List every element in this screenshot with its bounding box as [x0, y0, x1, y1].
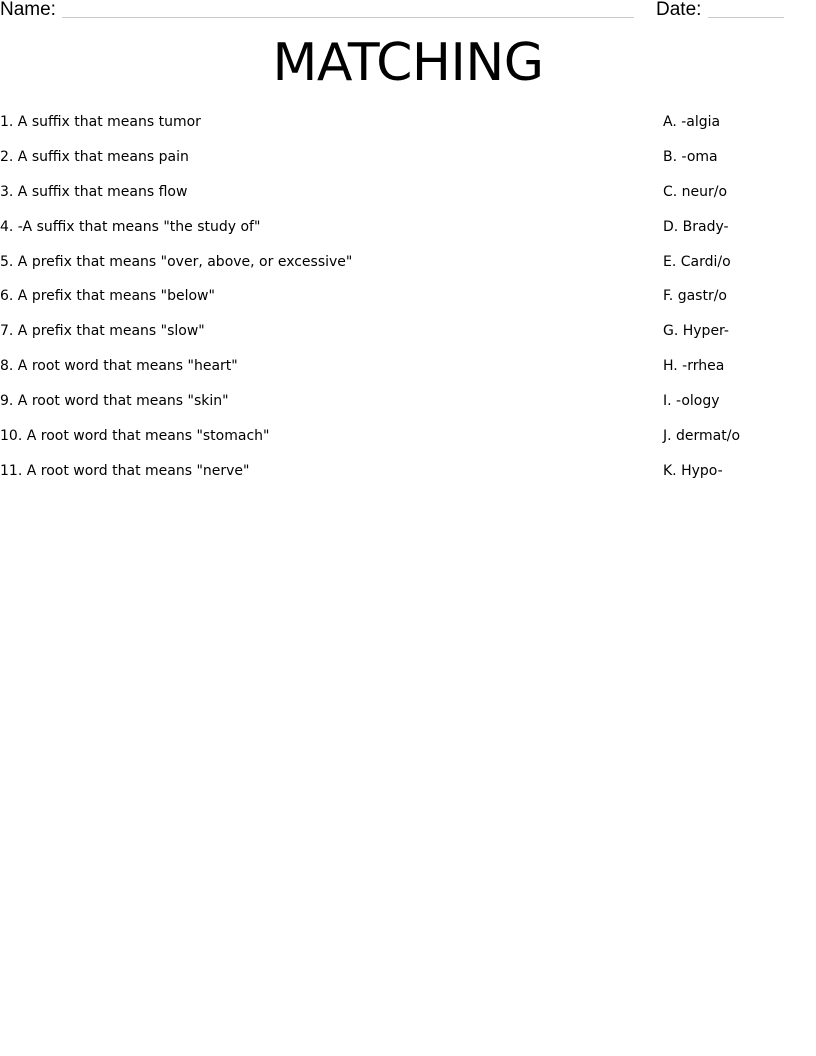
answer-item: H. -rrhea	[663, 358, 725, 375]
question-item: 7. A prefix that means "slow"	[0, 323, 205, 340]
answer-item: F. gastr/o	[663, 288, 727, 305]
answer-item: E. Cardi/o	[663, 253, 731, 270]
question-item: 5. A prefix that means "over, above, or excessive"	[0, 253, 353, 270]
question-item: 4. -A suffix that means "the study of"	[0, 218, 261, 235]
worksheet-header	[0, 0, 816, 24]
answer-item: I. -ology	[663, 393, 720, 410]
date-label: Date:	[656, 0, 702, 20]
question-item: 6. A prefix that means "below"	[0, 288, 215, 305]
question-item: 10. A root word that means "stomach"	[0, 428, 270, 445]
answer-item: J. dermat/o	[663, 428, 741, 445]
question-item: 3. A suffix that means flow	[0, 183, 188, 200]
question-item: 1. A suffix that means tumor	[0, 114, 201, 130]
question-list	[0, 112, 640, 496]
question-item: 9. A root word that means "skin"	[0, 393, 229, 410]
question-item: 11. A root word that means "nerve"	[0, 462, 250, 479]
question-item: 2. A suffix that means pain	[0, 148, 189, 165]
answer-item: G. Hyper-	[663, 323, 729, 340]
answer-item: A. -algia	[663, 114, 721, 130]
page-title: MATCHING	[272, 33, 544, 93]
date-field-line[interactable]	[708, 17, 784, 18]
question-item: 8. A root word that means "heart"	[0, 358, 238, 375]
name-label: Name:	[0, 0, 56, 20]
answer-item: D. Brady-	[663, 218, 729, 235]
answer-item: C. neur/o	[663, 183, 728, 200]
answer-item: K. Hypo-	[663, 462, 723, 479]
answer-item: B. -oma	[663, 148, 718, 165]
answer-list	[663, 112, 813, 496]
name-field-line[interactable]	[62, 17, 634, 18]
